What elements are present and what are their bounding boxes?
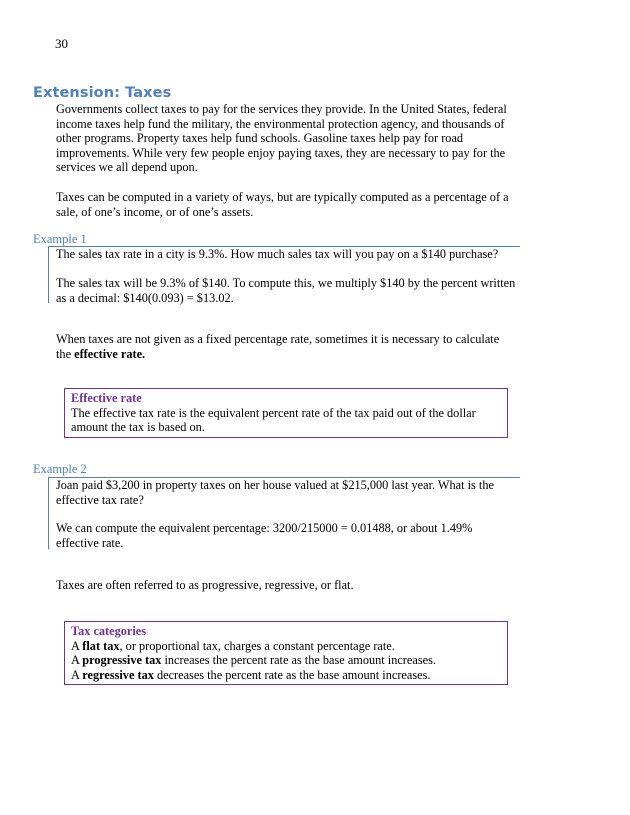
flat-tax-line [71, 639, 502, 654]
example-1-label: Example 1 [33, 232, 87, 246]
section-title: Extension: Taxes [33, 85, 172, 101]
example-1-answer: The sales tax will be 9.3% of $140. To compute this, we multiply $140 by the percent written as a decimal: $140(0.093) = $13.02. [56, 276, 516, 305]
flat-tax-description: , or proportional tax, charges a constant percentage rate. [119, 638, 395, 653]
example-2-answer: We can compute the equivalent percentage: 3200/215000 = 0.01488, or about 1.49% effective rate. [56, 521, 473, 550]
tax-categories-title: Tax categories [71, 624, 147, 638]
effective-rate-definition-box [64, 388, 508, 438]
regressive-tax-description: decreases the percent rate as the base amount increases. [153, 667, 431, 682]
effective-rate-text: The effective tax rate is the equivalent percent rate of the tax paid out of the dollar amount the tax is based on. [71, 405, 476, 435]
example-2-sidebar [48, 477, 49, 549]
flat-tax-term: flat tax [82, 638, 120, 653]
page-number: 30 [55, 36, 68, 51]
regressive-tax-term: regressive tax [82, 667, 154, 682]
effective-rate-term: effective rate. [74, 346, 146, 361]
intro-paragraph: Governments collect taxes to pay for the services they provide. In the United States, federal income taxes help fund the military, the environmental protection agency, and thousands of other programs. Property taxes help fund schools. Gasoline taxes help pay for road improvements. While very few people enjoy paying taxes, they are necessary to pay for the services we all depend upon. [56, 102, 507, 175]
regressive-tax-prefix: A [71, 667, 83, 682]
regressive-tax-line [71, 668, 502, 683]
example-1-sidebar [48, 246, 49, 303]
tax-categories-intro: Taxes are often referred to as progressive, regressive, or flat. [56, 578, 354, 592]
effective-rate-title: Effective rate [71, 391, 142, 405]
effective-rate-intro [56, 332, 516, 361]
progressive-tax-description: increases the percent rate as the base amount increases. [161, 653, 436, 668]
computed-paragraph: Taxes can be computed in a variety of ways, but are typically computed as a percentage of a sale, of one’s income, or of one’s assets. [56, 190, 509, 219]
tax-categories-box [64, 621, 508, 685]
effective-rate-intro-text: When taxes are not given as a fixed percentage rate, sometimes it is necessary to calculate the [56, 332, 500, 361]
flat-tax-prefix: A [71, 638, 83, 653]
progressive-tax-term: progressive tax [82, 653, 162, 668]
example-2-label: Example 2 [33, 462, 87, 476]
example-1-question: The sales tax rate in a city is 9.3%. How much sales tax will you pay on a $140 purchase? [56, 247, 499, 261]
example-2-question: Joan paid $3,200 in property taxes on her house valued at $215,000 last year. What is the effective tax rate? [56, 478, 494, 507]
progressive-tax-prefix: A [71, 653, 83, 668]
progressive-tax-line [71, 653, 502, 668]
